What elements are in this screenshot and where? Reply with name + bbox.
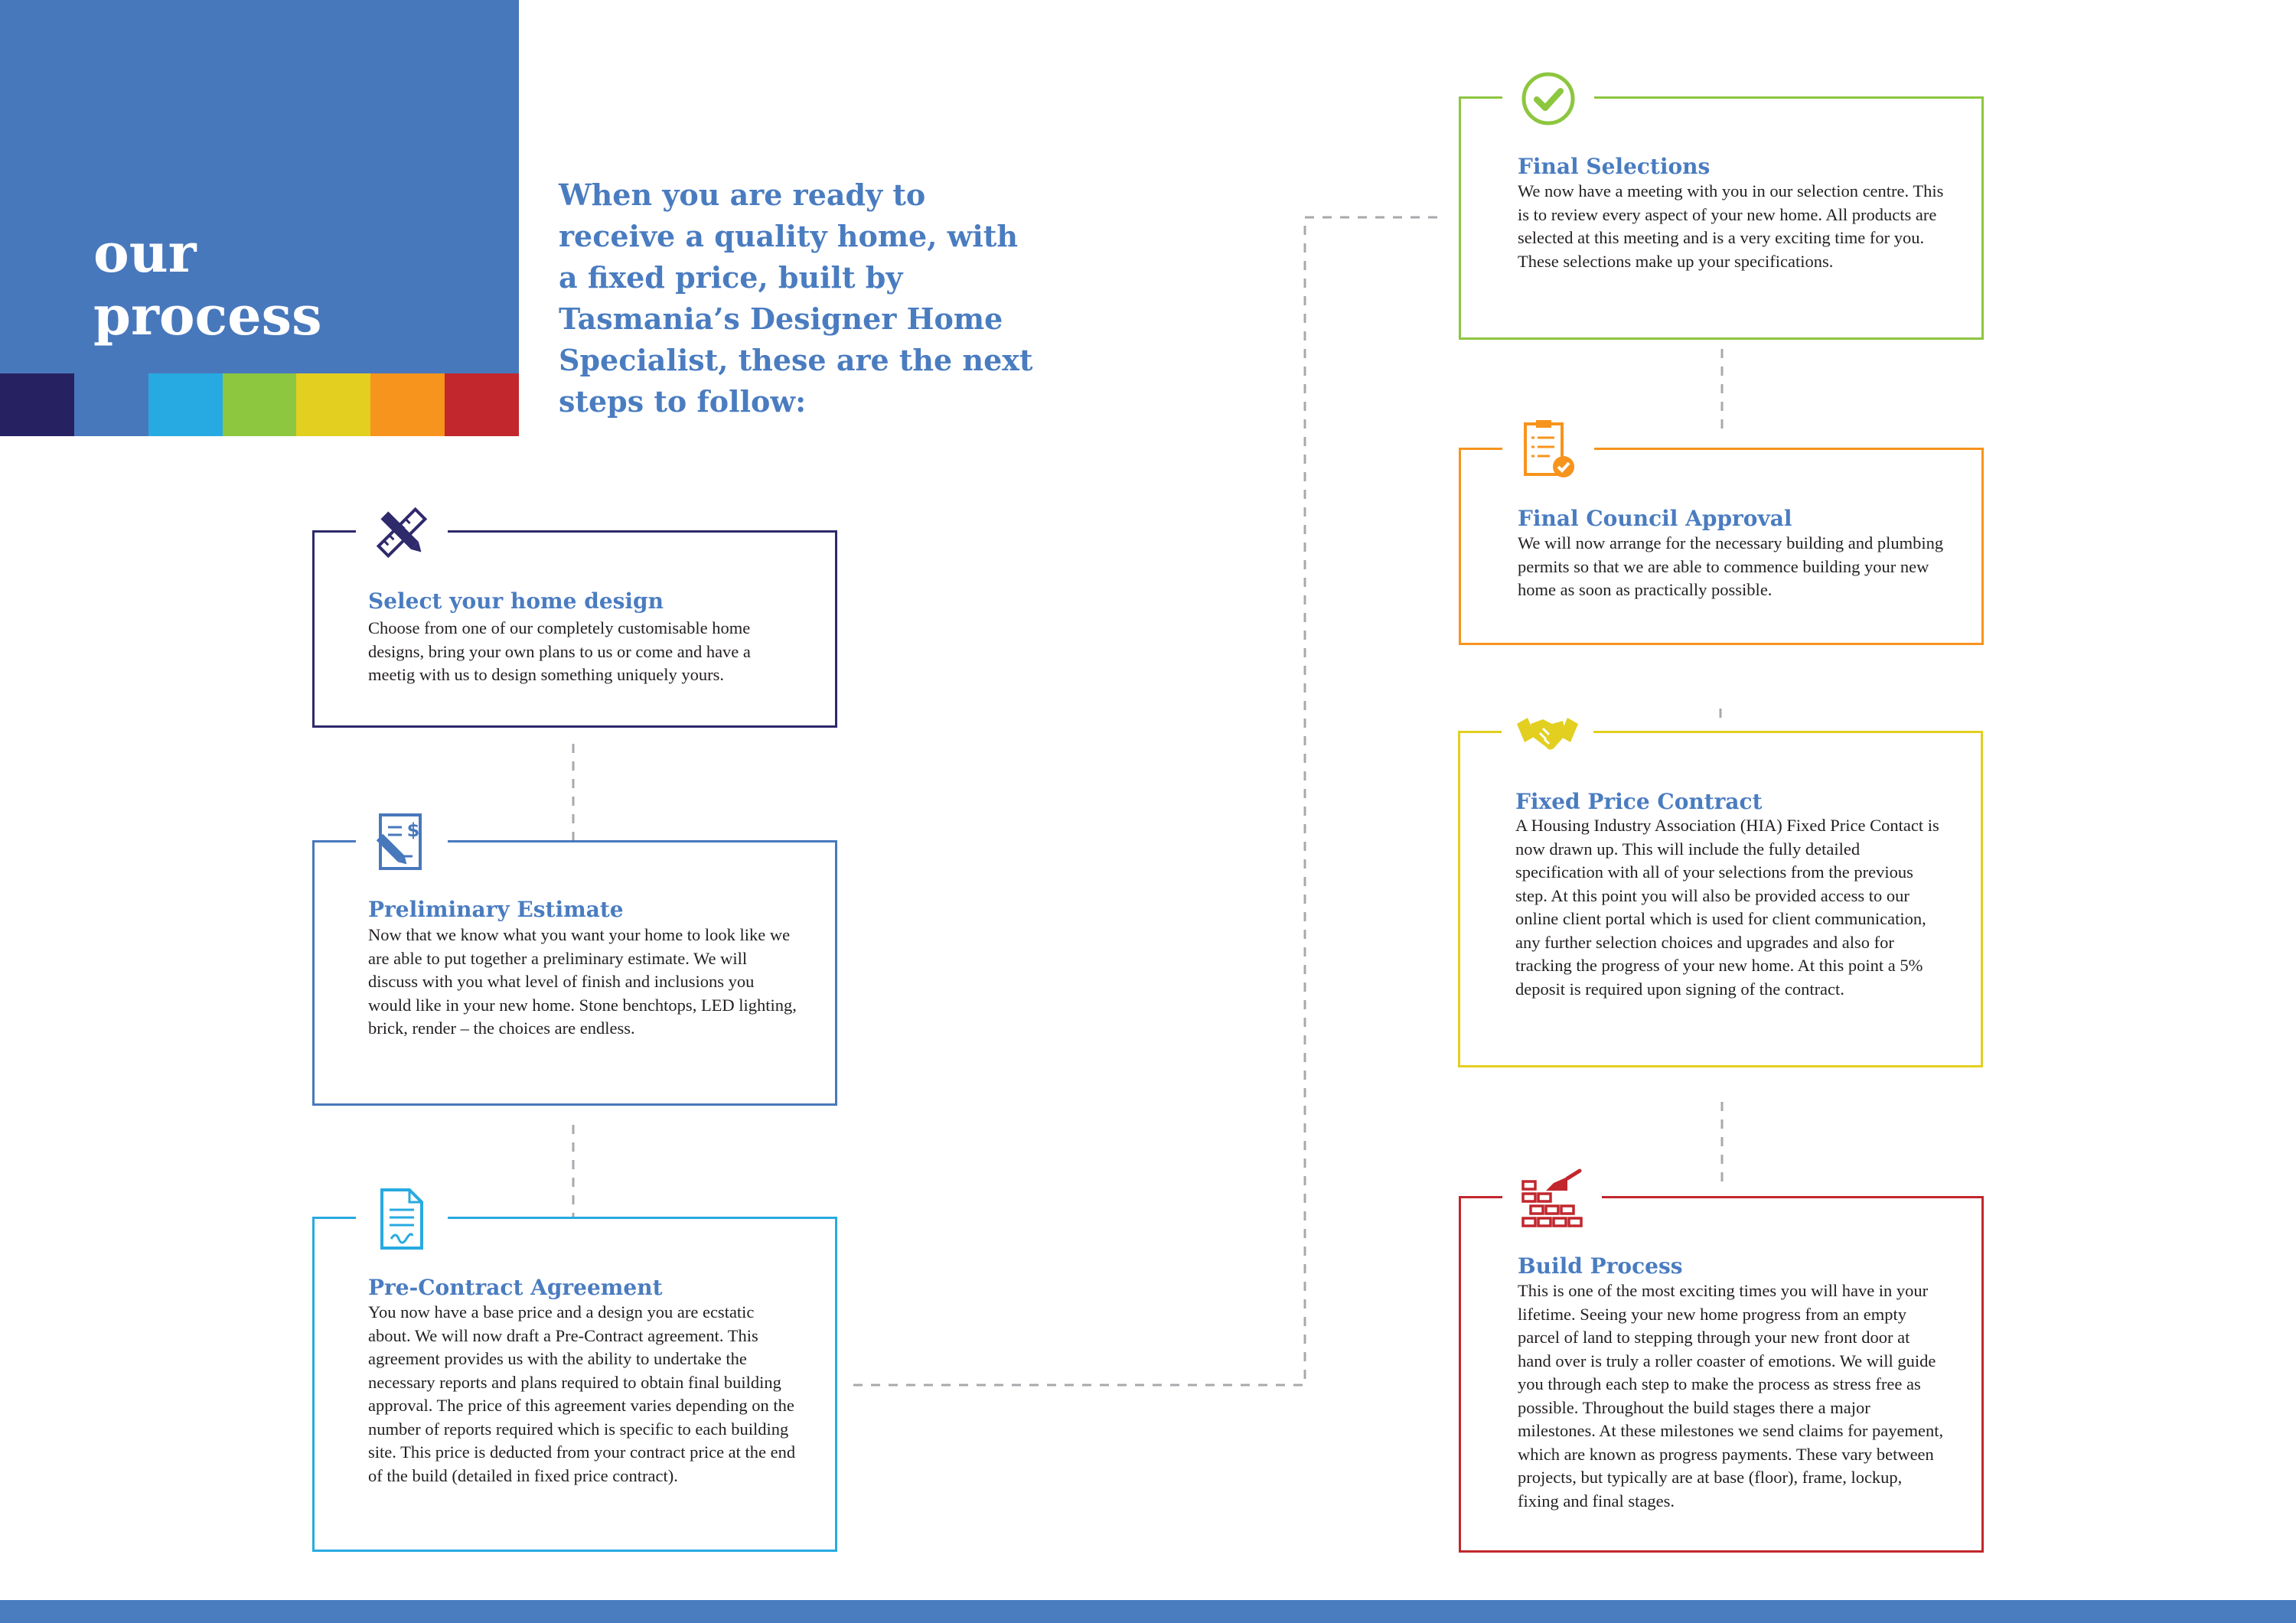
step-card-preliminary-estimate xyxy=(312,820,837,1106)
step-title: Final Council Approval xyxy=(1518,506,1792,531)
step-title: Final Selections xyxy=(1518,154,1711,179)
color-stripe xyxy=(74,373,148,436)
step-description: Choose from one of our completely customisable home designs, bring your own plans to us or come and have a meetig with us to design something uniquely yours. xyxy=(368,618,751,684)
svg-text:$: $ xyxy=(406,820,420,841)
page-title xyxy=(93,222,322,347)
step-description: We now have a meeting with you in our selection centre. This is to review every aspect of your new home. All products are selected at this meeting and is a very exciting time for you. These selections make up your specifications. xyxy=(1518,181,1944,271)
step-card-fixed-price-contract xyxy=(1458,731,1983,1067)
intro-text: When you are ready to receive a quality home, with a fixed price, built by Tasmania’s Designer Home Specialist, these are the next steps to follow: xyxy=(559,178,1033,419)
color-stripe-bar xyxy=(0,373,519,436)
page-title-line-1: our xyxy=(93,221,197,285)
step-title: Preliminary Estimate xyxy=(368,897,624,922)
step-icon-wrap xyxy=(1502,67,1594,131)
step-card-build-process xyxy=(1459,1196,1984,1553)
step-icon-wrap xyxy=(356,500,448,565)
step-title: Pre-Contract Agreement xyxy=(368,1275,663,1300)
step-card-select-design xyxy=(312,530,837,728)
color-stripe xyxy=(296,373,370,436)
step-title: Fixed Price Contract xyxy=(1515,789,1763,814)
check-circle-icon xyxy=(1516,67,1580,131)
ruler-pencil-icon xyxy=(370,500,434,565)
step-icon-wrap xyxy=(356,810,448,875)
color-stripe xyxy=(445,373,519,436)
step-icon-wrap xyxy=(356,1187,448,1251)
step-description: Now that we know what you want your home to look like we are able to put together a preliminary estimate. We will discuss with you what level of finish and inclusions you would like in your new home. Stone benchtops, LED lighting, brick, render – the choices are endless. xyxy=(368,925,797,1038)
step-description: A Housing Industry Association (HIA) Fixed Price Contact is now drawn up. This will include the fully detailed specification with all of your selections from the previous step. At this point you will also be provided access to our online client portal which is used for client communication, any further selection choices and upgrades and also for tracking the progress of your new home. At this point a 5% deposit is required upon signing of the contract. xyxy=(1515,816,1939,999)
estimate-document-icon xyxy=(370,810,434,875)
bricks-trowel-icon xyxy=(1510,1166,1594,1230)
color-stripe xyxy=(148,373,223,436)
step-title: Select your home design xyxy=(368,588,664,614)
header-block xyxy=(0,0,519,373)
step-description: This is one of the most exciting times you will have in your lifetime. Seeing your new home progress from an empty parcel of land to stepping through your new front door at hand over is truly a roller coaster of emotions. We will guide you through each step to make the process as stress free as possible. Throughout the build stages there a major milestones. At these milestones we send claims for payement, which are known as progress payments. These vary between projects, but typically are at base (floor), frame, lockup, fixing and final stages. xyxy=(1518,1281,1944,1511)
step-description: We will now arrange for the necessary building and plumbing permits so that we are able to commence building your new home as soon as practically possible. xyxy=(1518,533,1944,599)
handshake-icon xyxy=(1515,701,1580,765)
step-card-pre-contract xyxy=(312,1217,837,1552)
step-title: Build Process xyxy=(1518,1253,1683,1279)
color-stripe xyxy=(0,373,74,436)
signed-document-icon xyxy=(370,1187,434,1251)
step-card-final-selections xyxy=(1459,96,1984,340)
step-description: You now have a base price and a design you are ecstatic about. We will now draft a Pre-Contract agreement. This agreement provides us with the ability to undertake the necessary reports and plans required to obtain final building approval. The price of this agreement varies depending on the number of reports required which is specific to each building site. This price is deducted from your contract price at the end of the build (detailed in fixed price contract). xyxy=(368,1302,796,1485)
step-icon-wrap xyxy=(1502,1166,1602,1230)
color-stripe xyxy=(370,373,445,436)
step-icon-wrap xyxy=(1502,418,1594,482)
page-title-line-2: process xyxy=(93,284,322,347)
step-card-council-approval xyxy=(1459,448,1984,645)
clipboard-check-icon xyxy=(1516,418,1580,482)
step-icon-wrap xyxy=(1502,701,1593,765)
color-stripe xyxy=(223,373,297,436)
footer-bar xyxy=(0,1600,2296,1623)
